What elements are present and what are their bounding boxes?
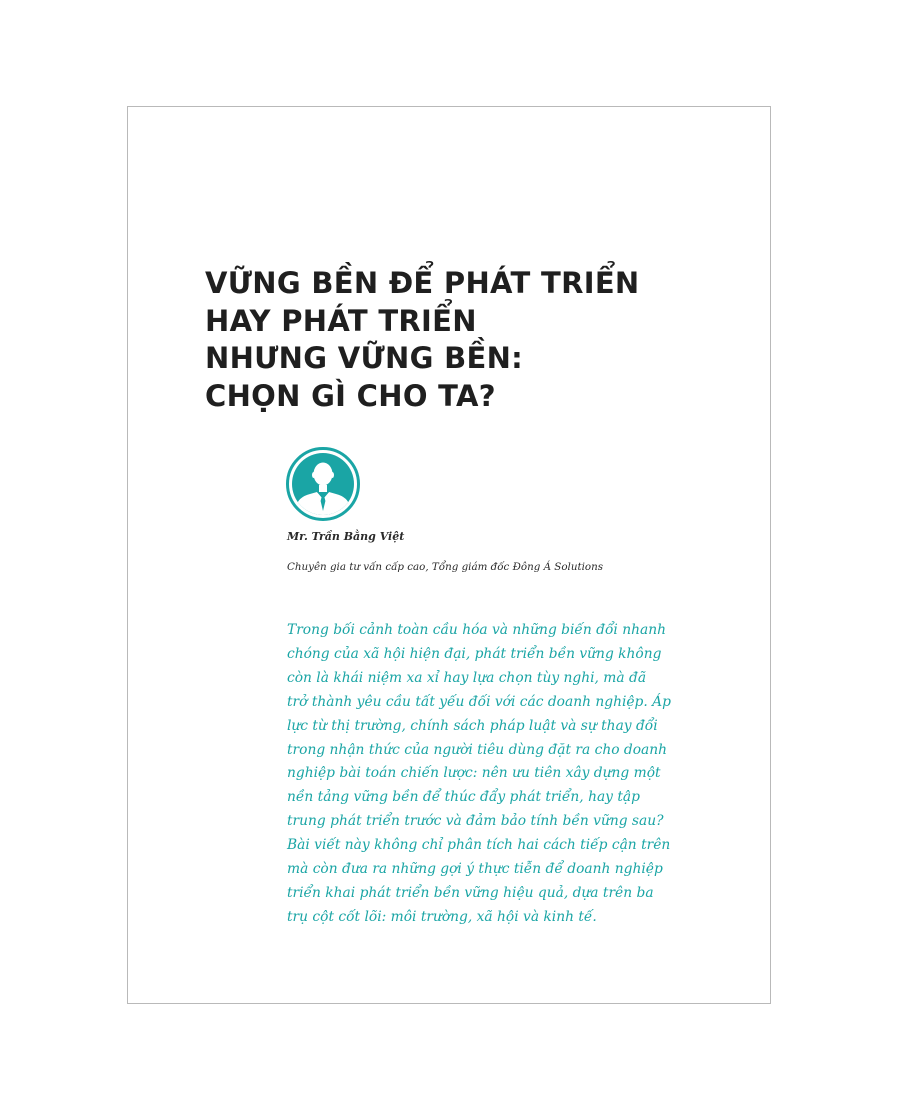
abstract-line: nền tảng vững bền để thúc đẩy phát triển, hay tập [287,789,640,806]
abstract-line: trở thành yêu cầu tất yếu đối với các doanh nghiệp. Áp [287,693,671,710]
abstract-line: nghiệp bài toán chiến lược: nên ưu tiên xây dựng một [287,765,661,782]
author-role: Chuyên gia tư vấn cấp cao, Tổng giám đốc Đông Á Solutions [287,561,604,573]
abstract-line: mà còn đưa ra những gợi ý thực tiễn để doanh nghiệp [287,861,663,878]
person-avatar-icon [286,447,360,521]
author-name: Mr. Trần Bằng Việt [287,530,405,543]
abstract-line: Trong bối cảnh toàn cầu hóa và những biến đổi nhanh [287,622,667,638]
abstract-line: trong nhận thức của người tiêu dùng đặt ra cho doanh [287,741,668,758]
abstract-line: còn là khái niệm xa xỉ hay lựa chọn tùy nghi, mà đã [287,669,647,686]
abstract-line: trụ cột cốt lõi: môi trường, xã hội và kinh tế. [287,908,597,925]
abstract-line: trung phát triển trước và đảm bảo tính bền vững sau? [287,813,664,830]
title-line: NHƯNG VỮNG BỀN: [205,341,524,375]
article-abstract [287,619,727,930]
title-line: VỮNG BỀN ĐỂ PHÁT TRIỂN [205,266,640,300]
title-line: HAY PHÁT TRIỂN [205,303,477,338]
abstract-line: lực từ thị trường, chính sách pháp luật và sự thay đổi [287,717,658,734]
abstract-line: triển khai phát triển bền vững hiệu quả, dựa trên ba [287,884,654,901]
article-title [205,265,640,415]
document-page [127,106,771,1004]
abstract-line: Bài viết này không chỉ phân tích hai cách tiếp cận trên [287,837,671,854]
abstract-line: chóng của xã hội hiện đại, phát triển bền vững không [287,645,662,662]
title-line: CHỌN GÌ CHO TA? [205,378,496,413]
